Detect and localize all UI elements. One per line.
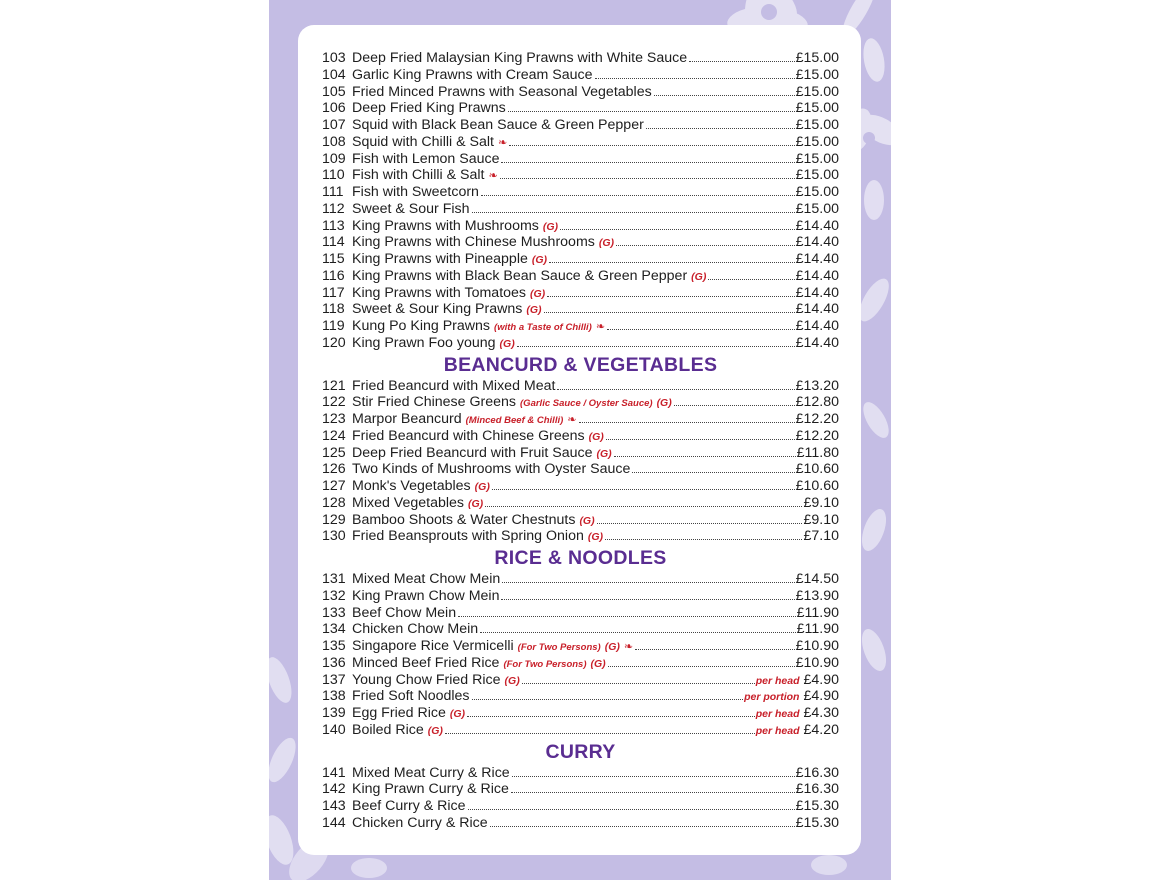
item-price: £15.30: [795, 798, 839, 814]
gluten-tag: (G): [427, 724, 443, 737]
gluten-tag: (G): [598, 237, 615, 250]
item-price: £15.00: [795, 50, 839, 66]
dot-leader: [632, 472, 794, 473]
dot-leader: [635, 649, 795, 650]
item-price: £15.00: [795, 200, 839, 217]
item-price: £11.90: [796, 604, 839, 621]
dot-leader: [458, 616, 796, 617]
item-name: King Prawns with Black Bean Sauce & Green Pepper: [352, 267, 688, 284]
dot-leader: [549, 262, 795, 263]
item-name: King Prawn Chow Mein: [352, 587, 500, 604]
item-name: King Prawns with Tomatoes: [352, 284, 527, 301]
item-name: Monk's Vegetables: [352, 478, 471, 494]
item-price: £12.20: [795, 427, 839, 444]
item-number: 116: [322, 267, 345, 284]
menu-item-row: [322, 134, 839, 151]
menu-item-row: [322, 461, 839, 478]
dot-leader: [547, 296, 794, 297]
menu-item-row: [322, 251, 839, 268]
menu-item-row: [322, 117, 839, 134]
gluten-tag: (G): [587, 531, 604, 544]
item-name: Chicken Curry & Rice: [352, 814, 488, 831]
gluten-tag: (G): [449, 708, 466, 720]
item-number: 118: [322, 301, 345, 318]
item-name: Boiled Rice: [352, 721, 424, 738]
item-name: Singapore Rice Vermicelli: [352, 638, 514, 654]
item-number: 130: [322, 528, 346, 545]
item-name: Deep Fried Beancurd with Fruit Sauce: [352, 444, 593, 461]
menu-item-row: [322, 781, 839, 798]
item-price: £15.00: [795, 133, 839, 150]
item-name: Beef Curry & Rice: [352, 798, 466, 814]
item-price: £15.00: [795, 83, 839, 100]
menu-item-row: [322, 495, 839, 512]
item-name: King Prawn Curry & Rice: [352, 781, 509, 798]
item-name: Deep Fried Malaysian King Prawns with White Sauce: [352, 50, 688, 66]
menu-item-row: [322, 100, 839, 117]
menu-item-row: [322, 638, 839, 655]
item-name: Fried Beancurd with Mixed Meat: [352, 377, 556, 394]
menu-item-row: [322, 512, 839, 529]
item-price: £14.50: [795, 571, 839, 587]
dot-leader: [606, 439, 795, 440]
item-number: 144: [322, 814, 346, 831]
chilli-icon: ❧: [595, 321, 606, 333]
item-number: 109: [322, 150, 346, 167]
menu-item-row: [322, 672, 839, 689]
item-number: 137: [322, 671, 346, 688]
item-price: £4.20: [803, 721, 839, 738]
item-name: Mixed Meat Chow Mein: [352, 571, 501, 587]
menu-item-row: [322, 218, 839, 235]
menu-item-row: [322, 84, 839, 101]
item-name: Squid with Black Bean Sauce & Green Pepper: [352, 117, 644, 133]
item-price: £16.30: [795, 764, 839, 781]
item-price: £4.90: [803, 671, 839, 688]
item-number: 135: [322, 638, 346, 654]
menu-item-row: [322, 765, 839, 782]
item-number: 112: [322, 200, 345, 217]
item-note: (Garlic Sauce / Oyster Sauce): [520, 398, 653, 410]
dot-leader: [472, 212, 795, 213]
item-number: 104: [322, 66, 346, 83]
dot-leader: [481, 195, 795, 196]
price-unit: per head: [755, 674, 800, 687]
menu-item-row: [322, 285, 839, 302]
item-number: 127: [322, 478, 346, 494]
item-number: 124: [322, 427, 346, 444]
dot-leader: [654, 95, 795, 96]
price-unit: per head: [755, 708, 800, 720]
dot-leader: [608, 666, 795, 667]
item-price: £15.00: [795, 100, 839, 117]
item-number: 136: [322, 654, 346, 671]
item-name: Fish with Lemon Sauce: [352, 150, 500, 167]
dot-leader: [579, 422, 795, 423]
gluten-tag: (G): [579, 514, 595, 527]
dot-leader: [512, 776, 795, 777]
item-name: Chicken Chow Mein: [352, 621, 479, 638]
item-number: 140: [322, 721, 346, 738]
item-note: (For Two Persons): [517, 642, 601, 653]
item-number: 113: [322, 217, 345, 234]
dot-leader: [445, 733, 755, 734]
menu-item-row: [322, 167, 839, 184]
gluten-tag: (G): [588, 430, 604, 443]
item-note: (with a Taste of Chilli): [494, 322, 592, 333]
gluten-tag: (G): [590, 657, 606, 670]
item-price: £15.00: [795, 167, 839, 184]
item-number: 117: [322, 284, 345, 301]
menu-item-row: [322, 688, 839, 705]
section-heading: BEANCURD & VEGETABLES: [443, 353, 718, 376]
item-number: 123: [322, 411, 346, 427]
menu-item-row: [322, 722, 839, 739]
chilli-icon: ❧: [488, 170, 498, 183]
dot-leader: [490, 826, 795, 827]
dot-leader: [472, 699, 744, 700]
item-number: 122: [322, 394, 346, 411]
item-price: £10.90: [795, 638, 839, 654]
gluten-tag: (G): [531, 254, 548, 266]
item-price: £14.40: [795, 334, 839, 351]
item-name: Fried Soft Noodles: [352, 688, 470, 705]
item-number: 126: [322, 461, 346, 478]
item-name: Fried Minced Prawns with Seasonal Vegetables: [352, 83, 652, 100]
item-price: £15.00: [795, 150, 839, 167]
item-number: 105: [322, 83, 346, 100]
dot-leader: [468, 809, 795, 810]
item-price: £7.10: [803, 528, 839, 545]
dot-leader: [544, 312, 795, 313]
dot-leader: [467, 716, 755, 717]
section-heading: RICE & NOODLES: [494, 547, 667, 569]
menu-item-row: [322, 318, 839, 335]
item-name: Minced Beef Fried Rice: [352, 654, 500, 671]
item-name: Stir Fried Chinese Greens: [352, 394, 517, 411]
gluten-tag: (G): [526, 304, 542, 317]
gluten-tag: (G): [691, 270, 707, 283]
chilli-icon: ❧: [567, 414, 577, 426]
item-price: £13.90: [795, 587, 839, 604]
menu-item-row: [322, 528, 839, 545]
dot-leader: [480, 632, 795, 633]
menu-item-row: [322, 268, 839, 285]
menu-item-row: [322, 815, 839, 832]
item-price: £9.10: [803, 511, 839, 528]
menu-item-row: [322, 50, 839, 67]
item-price: £14.40: [795, 301, 839, 318]
menu-item-row: [322, 411, 839, 428]
item-price: £4.90: [803, 688, 839, 705]
dot-leader: [501, 599, 794, 600]
item-price: £15.00: [795, 117, 839, 133]
dot-leader: [605, 539, 802, 540]
item-name: Fried Beansprouts with Spring Onion: [352, 528, 584, 545]
item-name: King Prawn Foo young: [352, 334, 496, 351]
item-name: Fried Beancurd with Chinese Greens: [352, 427, 585, 444]
menu-item-row: [322, 621, 839, 638]
dot-leader: [557, 389, 794, 390]
item-number: 111: [322, 184, 344, 200]
item-price: £10.60: [795, 461, 839, 478]
dot-leader: [522, 683, 755, 684]
menu-item-row: [322, 798, 839, 815]
menu-item-row: [322, 201, 839, 218]
menu-item-row: [322, 151, 839, 168]
item-number: 128: [322, 494, 346, 511]
item-name: Beef Chow Mein: [352, 604, 457, 621]
menu-item-row: [322, 478, 839, 495]
item-number: 132: [322, 587, 346, 604]
dot-leader: [595, 78, 795, 79]
menu-item-row: [322, 705, 839, 722]
dot-leader: [492, 489, 795, 490]
menu-item-row: [322, 301, 839, 318]
item-number: 133: [322, 604, 346, 621]
gluten-tag: (G): [596, 447, 612, 460]
item-number: 119: [322, 318, 345, 334]
dot-leader: [508, 111, 795, 112]
menu-item-row: [322, 184, 839, 201]
item-name: Fish with Sweetcorn: [352, 184, 479, 200]
item-name: Kung Po King Prawns: [352, 318, 491, 334]
dot-leader: [502, 582, 794, 583]
menu-item-row: [322, 428, 839, 445]
item-name: King Prawns with Chinese Mushrooms: [352, 234, 595, 251]
item-price: £11.90: [796, 621, 839, 638]
item-number: 142: [322, 781, 346, 798]
item-price: £16.30: [795, 781, 839, 798]
dot-leader: [689, 61, 794, 62]
menu-item-row: [322, 378, 839, 395]
item-price: £15.30: [795, 814, 839, 831]
item-number: 138: [322, 688, 346, 705]
dot-leader: [614, 456, 796, 457]
dot-leader: [708, 279, 794, 280]
chilli-icon: ❧: [497, 136, 508, 149]
menu-item-row: [322, 394, 839, 411]
item-number: 141: [322, 764, 346, 781]
price-unit: per head: [755, 724, 800, 737]
item-price: £14.40: [795, 318, 839, 334]
dot-leader: [509, 145, 794, 146]
gluten-tag: (G): [542, 220, 559, 233]
item-name: King Prawns with Mushrooms: [352, 217, 539, 234]
item-number: 139: [322, 705, 346, 721]
gluten-tag: (G): [474, 481, 490, 493]
dot-leader: [500, 178, 795, 179]
menu-item-row: [322, 445, 839, 462]
item-number: 125: [322, 444, 346, 461]
item-number: 115: [322, 251, 345, 267]
item-name: King Prawns with Pineapple: [352, 251, 528, 267]
dot-leader: [616, 245, 795, 246]
menu-item-row: [322, 67, 839, 84]
dot-leader: [517, 346, 795, 347]
dot-leader: [501, 162, 794, 163]
menu-item-row: [322, 605, 839, 622]
item-price: £12.20: [795, 411, 839, 427]
gluten-tag: (G): [530, 287, 546, 300]
dot-leader: [485, 506, 802, 507]
item-name: Marpor Beancurd: [352, 411, 462, 427]
gluten-tag: (G): [499, 337, 515, 350]
item-price: £14.40: [795, 267, 839, 284]
item-name: Egg Fried Rice: [352, 705, 446, 721]
item-number: 134: [322, 621, 346, 638]
item-name: Sweet & Sour King Prawns: [352, 301, 523, 318]
menu-item-row: [322, 234, 839, 251]
menu-list: [322, 50, 839, 832]
menu-item-row: [322, 655, 839, 672]
item-price: £11.80: [796, 444, 839, 461]
item-price: £12.80: [795, 394, 839, 411]
item-price: £14.40: [795, 251, 839, 267]
item-price: £15.00: [795, 66, 839, 83]
gluten-tag: (G): [604, 641, 620, 653]
item-price: £13.20: [795, 377, 839, 394]
gluten-tag: (G): [468, 497, 484, 510]
dot-leader: [646, 128, 795, 129]
item-name: Deep Fried King Prawns: [352, 100, 506, 117]
item-number: 121: [322, 377, 346, 394]
item-price: £14.40: [795, 217, 839, 234]
dot-leader: [560, 229, 795, 230]
item-price: £4.30: [803, 705, 839, 721]
menu-item-row: [322, 588, 839, 605]
item-number: 131: [322, 571, 346, 587]
item-note: (Minced Beef & Chilli): [465, 415, 564, 426]
gluten-tag: (G): [504, 674, 520, 687]
section-heading: CURRY: [545, 740, 616, 763]
item-number: 114: [322, 234, 345, 251]
item-name: Bamboo Shoots & Water Chestnuts: [352, 511, 576, 528]
item-price: £10.60: [795, 478, 839, 494]
dot-leader: [597, 523, 803, 524]
item-number: 110: [322, 167, 345, 184]
menu-item-row: [322, 335, 839, 352]
item-name: Two Kinds of Mushrooms with Oyster Sauce: [352, 461, 631, 478]
item-name: Mixed Vegetables: [352, 494, 464, 511]
item-number: 106: [322, 100, 346, 117]
dot-leader: [607, 329, 795, 330]
item-number: 129: [322, 511, 346, 528]
item-note: (For Two Persons): [503, 658, 587, 670]
menu-item-row: [322, 571, 839, 588]
item-price: £14.40: [795, 284, 839, 301]
item-number: 120: [322, 334, 346, 351]
dot-leader: [674, 405, 795, 406]
item-name: Fish with Chilli & Salt: [352, 167, 485, 184]
item-name: Young Chow Fried Rice: [352, 671, 501, 688]
item-price: £10.90: [795, 654, 839, 671]
item-price: £14.40: [795, 234, 839, 251]
item-number: 103: [322, 50, 346, 66]
item-number: 107: [322, 117, 346, 133]
item-name: Garlic King Prawns with Cream Sauce: [352, 66, 593, 83]
item-price: £15.00: [795, 184, 839, 200]
gluten-tag: (G): [656, 397, 672, 410]
price-unit: per portion: [744, 691, 800, 704]
item-number: 108: [322, 133, 346, 150]
chilli-icon: ❧: [623, 641, 634, 653]
item-name: Squid with Chilli & Salt: [352, 133, 494, 150]
dot-leader: [511, 792, 795, 793]
item-name: Sweet & Sour Fish: [352, 200, 470, 217]
item-number: 143: [322, 798, 346, 814]
item-name: Mixed Meat Curry & Rice: [352, 764, 510, 781]
item-price: £9.10: [803, 494, 839, 511]
